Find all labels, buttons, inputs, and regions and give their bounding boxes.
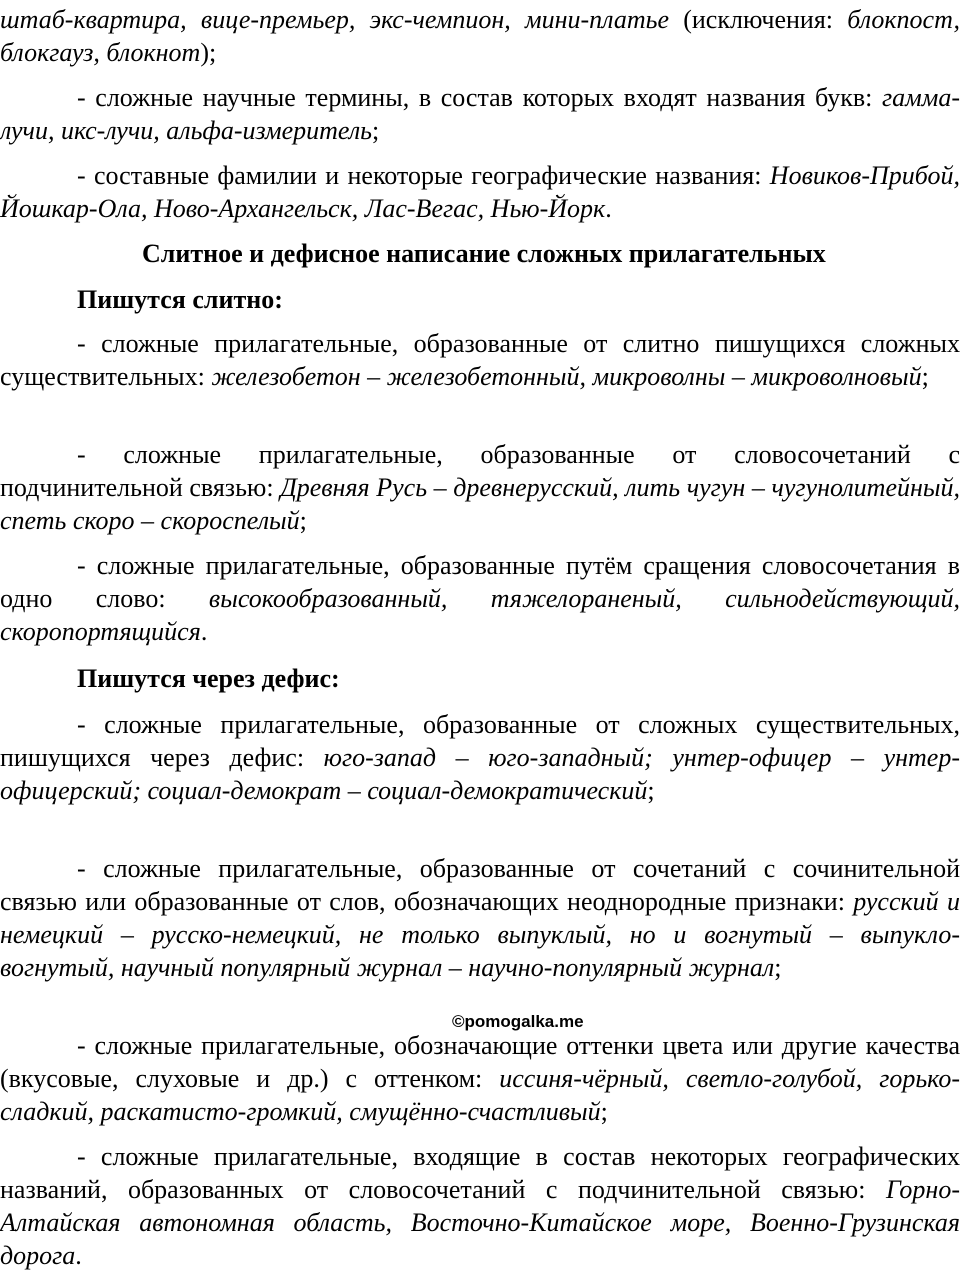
- punctuation: .: [605, 194, 612, 223]
- rule-text: - сложные прилагательные, образованные от слитно пишущихся сложных существительных:: [0, 329, 960, 391]
- punctuation: ;: [372, 116, 380, 145]
- examples-text: железобетон – железобетонный, микроволны – микроволновый: [211, 362, 922, 391]
- paragraph-hyphen-from-nouns: [0, 708, 960, 807]
- rule-text: - сложные прилагательные, обозначающие оттенки цвета или другие качества (вкусовые, слуховые и др.) с оттенком:: [0, 1031, 960, 1093]
- paragraph-hyphen-coordinate: [0, 852, 960, 984]
- rule-text: - сложные прилагательные, образованные от словосочетаний с подчинительной связью:: [0, 440, 960, 502]
- examples-text: высокообразованный, тяжелораненый, сильнодействующий, скоропортящийся: [0, 584, 960, 646]
- section-heading: Слитное и дефисное написание сложных прилагательных: [142, 239, 826, 268]
- examples-text: штаб-квартира, вице-премьер, экс-чемпион, мини-платье: [0, 5, 669, 34]
- punctuation: );: [200, 38, 217, 67]
- exceptions-text: блокпост, блокгауз, блокнот: [0, 5, 960, 67]
- punctuation: .: [75, 1241, 82, 1270]
- plain-text: (исключения:: [668, 5, 848, 34]
- examples-text: Древняя Русь – древнерусский, лить чугун – чугунолитейный, спеть скоро – скороспелый: [0, 473, 960, 535]
- punctuation: ;: [774, 953, 782, 982]
- punctuation: ;: [647, 776, 655, 805]
- rule-text: - сложные научные термины, в состав которых входят названия букв:: [77, 83, 882, 112]
- paragraph-hyphen-examples: [0, 3, 960, 69]
- punctuation: ;: [299, 506, 307, 535]
- examples-text: иссиня-чёрный, светло-голубой, горько-сладкий, раскатисто-громкий, смущённо-счастливый: [0, 1064, 960, 1126]
- paragraph-scientific-terms: [0, 81, 960, 147]
- examples-text: Новиков-Прибой, Йошкар-Ола, Ново-Архангельск, Лас-Вегас, Нью-Йорк: [0, 161, 960, 223]
- rule-text: - сложные прилагательные, входящие в состав некоторых географических названий, образованных от словосочетаний с подчинительной связью:: [0, 1142, 960, 1204]
- examples-text: юго-запад – юго-западный; унтер-офицер – унтер-офицерский; социал-демократ – социал-демократический: [0, 743, 960, 805]
- paragraph-fused-merged: [0, 549, 960, 648]
- subheading-hyphen: Пишутся через дефис:: [77, 664, 340, 693]
- rule-text: - составные фамилии и некоторые географические названия:: [77, 161, 770, 190]
- paragraph-hyphen-geography: [0, 1140, 960, 1272]
- paragraph-hyphen-shades: [0, 1029, 960, 1128]
- watermark: ©pomogalka.me: [452, 1012, 584, 1031]
- punctuation: ;: [600, 1097, 608, 1126]
- paragraph-fused-from-phrases: [0, 438, 960, 537]
- punctuation: ;: [921, 362, 929, 391]
- examples-text: Горно-Алтайская автономная область, Восточно-Китайское море, Военно-Грузинская дорога: [0, 1175, 960, 1270]
- rule-text: - сложные прилагательные, образованные от сложных существительных, пишущихся через дефис:: [0, 710, 960, 772]
- paragraph-fused-from-nouns: [0, 327, 960, 393]
- rule-text: - сложные прилагательные, образованные путём сращения словосочетания в одно слово:: [0, 551, 960, 613]
- rule-text: - сложные прилагательные, образованные от сочетаний с сочинительной связью или образованные от слов, обозначающих неоднородные признаки:: [0, 854, 960, 916]
- subheading-fused: Пишутся слитно:: [77, 285, 283, 314]
- examples-text: гамма-лучи, икс-лучи, альфа-измеритель: [0, 83, 960, 145]
- paragraph-compound-names: [0, 159, 960, 225]
- punctuation: .: [200, 617, 208, 646]
- examples-text: русский и немецкий – русско-немецкий, не только выпуклый, но и вогнутый – выпукло-вогнутый, научный популярный журнал – научно-популярный журнал: [0, 887, 960, 982]
